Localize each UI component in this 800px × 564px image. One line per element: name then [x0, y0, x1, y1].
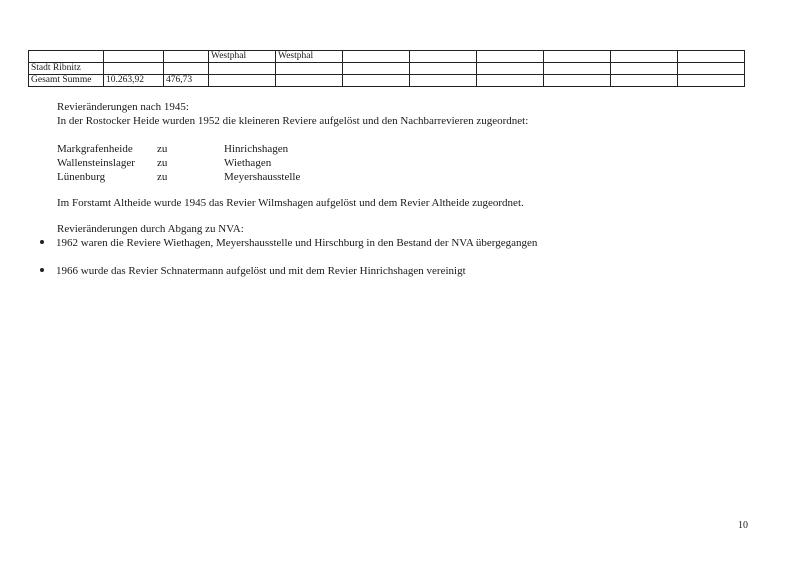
table-cell	[544, 63, 611, 75]
bullet-icon	[40, 240, 44, 244]
section-heading-after-1945: Revieränderungen nach 1945:	[57, 101, 189, 113]
table-cell	[544, 51, 611, 63]
bullet-icon	[40, 268, 44, 272]
mapping-from: Lünenburg	[57, 171, 106, 183]
altheide-paragraph: Im Forstamt Altheide wurde 1945 das Revier Wilmshagen aufgelöst und dem Revier Altheide zugeordnet.	[57, 197, 524, 209]
table-cell	[343, 51, 410, 63]
page-number: 10	[738, 520, 748, 531]
forest-district-table	[28, 50, 745, 87]
mapping-to: Wiethagen	[224, 157, 272, 169]
mapping-from: Markgrafenheide	[57, 143, 133, 155]
table-cell	[164, 51, 209, 63]
table-cell: Westphal	[209, 51, 276, 63]
table-cell	[276, 63, 343, 75]
mapping-connector: zu	[157, 157, 168, 169]
table-cell	[209, 63, 276, 75]
table-cell	[276, 75, 343, 87]
table-cell	[343, 75, 410, 87]
table-cell	[544, 75, 611, 87]
table-row	[29, 75, 745, 87]
table-cell	[477, 63, 544, 75]
list-item	[40, 264, 466, 278]
table-cell	[29, 51, 104, 63]
table-cell	[410, 51, 477, 63]
table-cell	[104, 51, 164, 63]
table-cell	[678, 51, 745, 63]
mapping-connector: zu	[157, 143, 168, 155]
rostocker-heide-intro: In der Rostocker Heide wurden 1952 die kleineren Reviere aufgelöst und den Nachbarrevieren zugeordnet:	[57, 115, 529, 127]
table-row	[29, 51, 745, 63]
table-cell	[611, 51, 678, 63]
table-cell	[209, 75, 276, 87]
bullet-text: 1966 wurde das Revier Schnatermann aufgelöst und mit dem Revier Hinrichshagen vereinigt	[56, 265, 466, 277]
table-row	[29, 63, 745, 75]
table-cell	[410, 63, 477, 75]
table-cell	[104, 63, 164, 75]
table-cell: 476,73	[164, 75, 209, 87]
list-item	[40, 236, 537, 250]
table-cell	[164, 63, 209, 75]
table-cell: Stadt Ribnitz	[29, 63, 104, 75]
table-cell	[611, 63, 678, 75]
table-cell: 10.263,92	[104, 75, 164, 87]
table-cell	[477, 75, 544, 87]
mapping-connector: zu	[157, 171, 168, 183]
table-cell	[611, 75, 678, 87]
mapping-from: Wallensteinslager	[57, 157, 135, 169]
mapping-to: Hinrichshagen	[224, 143, 289, 155]
table-cell	[477, 51, 544, 63]
bullet-text: 1962 waren die Reviere Wiethagen, Meyershausstelle und Hirschburg in den Bestand der NVA übergegangen	[56, 237, 538, 249]
table-cell	[678, 63, 745, 75]
table-cell: Westphal	[276, 51, 343, 63]
table-cell: Gesamt Summe	[29, 75, 104, 87]
table-body	[29, 51, 745, 87]
table-cell	[410, 75, 477, 87]
section-heading-nva: Revieränderungen durch Abgang zu NVA:	[57, 223, 244, 235]
table-cell	[343, 63, 410, 75]
mapping-to: Meyershausstelle	[224, 171, 301, 183]
table-cell	[678, 75, 745, 87]
